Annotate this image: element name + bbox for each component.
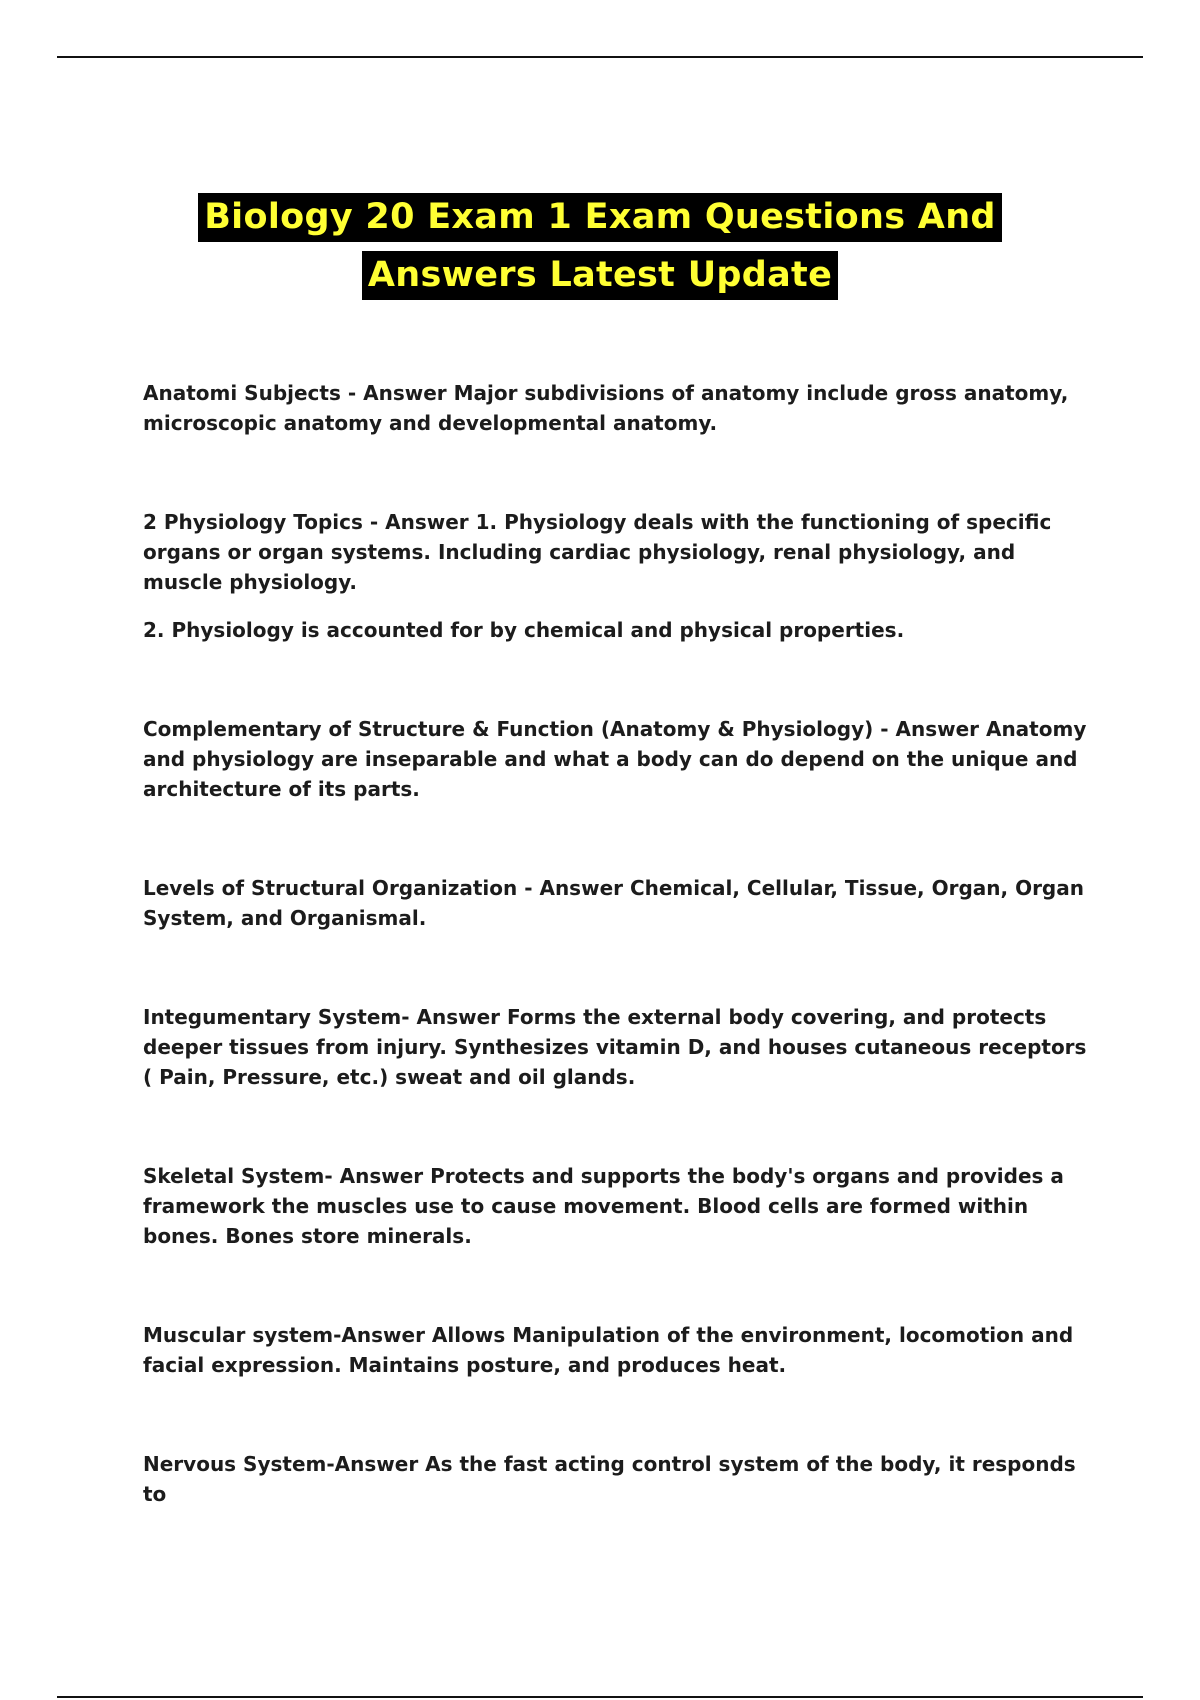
qa-text: Levels of Structural Organization - Answer Chemical, Cellular, Tissue, Organ, Organ System, and Organismal. xyxy=(143,876,1084,930)
qa-item-physiology-topics xyxy=(143,507,1093,645)
qa-text: 2 Physiology Topics - Answer 1. Physiology deals with the functioning of specific organs or organ systems. Including cardiac physiology, renal physiology, and muscle physiology. xyxy=(143,510,1052,594)
bottom-rule xyxy=(57,1696,1143,1698)
qa-item-muscular-system xyxy=(143,1320,1093,1380)
qa-item-skeletal-system xyxy=(143,1161,1093,1251)
top-rule xyxy=(57,56,1143,58)
qa-text: Complementary of Structure & Function (Anatomy & Physiology) - Answer Anatomy and physiology are inseparable and what a body can do depend on the unique and architecture of its parts. xyxy=(143,717,1087,801)
qa-text: Skeletal System- Answer Protects and supports the body's organs and provides a framework the muscles use to cause movement. Blood cells are formed within bones. Bones store minerals. xyxy=(143,1164,1064,1248)
qa-text: Muscular system-Answer Allows Manipulation of the environment, locomotion and facial expression. Maintains posture, and produces heat. xyxy=(143,1323,1074,1377)
qa-text: Integumentary System- Answer Forms the external body covering, and protects deeper tissues from injury. Synthesizes vitamin D, and houses cutaneous receptors ( Pain, Pressure, etc.) sweat and oil glands. xyxy=(143,1005,1087,1089)
title-line-2: Answers Latest Update xyxy=(362,251,838,300)
qa-text: Nervous System-Answer As the fast acting control system of the body, it responds to xyxy=(143,1452,1076,1506)
qa-text: Anatomi Subjects - Answer Major subdivisions of anatomy include gross anatomy, microscopic anatomy and developmental anatomy. xyxy=(143,381,1069,435)
title-line-1: Biology 20 Exam 1 Exam Questions And xyxy=(198,193,1002,242)
qa-item-nervous-system xyxy=(143,1449,1093,1509)
document-title xyxy=(0,193,1200,309)
qa-item-anatomy-subjects xyxy=(143,378,1093,438)
qa-item-structure-function xyxy=(143,714,1093,804)
qa-text: 2. Physiology is accounted for by chemical and physical properties. xyxy=(143,618,905,642)
qa-list xyxy=(143,378,1093,1509)
qa-item-integumentary-system xyxy=(143,1002,1093,1092)
qa-item-structural-organization xyxy=(143,873,1093,933)
